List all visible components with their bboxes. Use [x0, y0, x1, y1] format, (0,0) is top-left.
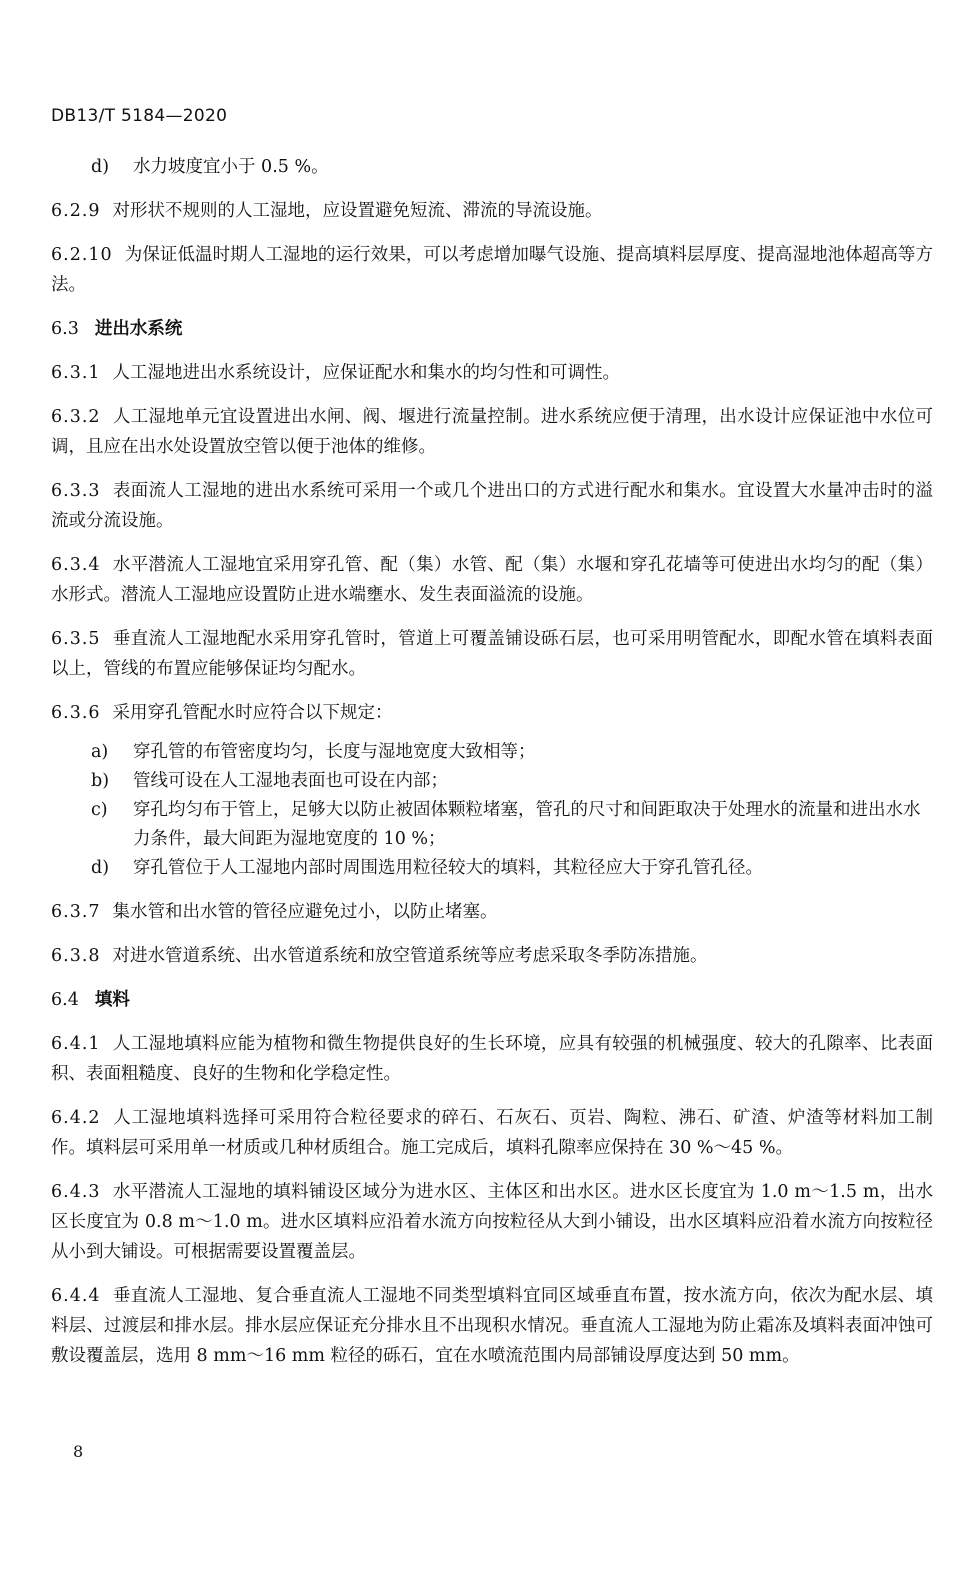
- clause-text: 垂直流人工湿地配水采用穿孔管时，管道上可覆盖铺设砾石层，也可采用明管配水，即配水管在填料表面以上，管线的布置应能够保证均匀配水。: [51, 629, 933, 679]
- clause-6-3-2: [51, 402, 933, 462]
- list-item-text: 穿孔管位于人工湿地内部时周围选用粒径较大的填料，其粒径应大于穿孔管孔径。: [133, 858, 763, 878]
- clause-number: 6.2.10: [51, 245, 113, 265]
- clause-number: 6.4.2: [51, 1108, 101, 1128]
- clause-text: 对进水管道系统、出水管道系统和放空管道系统等应考虑采取冬季防冻措施。: [112, 946, 708, 966]
- clause-text: 人工湿地填料应能为植物和微生物提供良好的生长环境，应具有较强的机械强度、较大的孔隙率、比表面积、表面粗糙度、良好的生物和化学稳定性。: [51, 1034, 933, 1084]
- section-6-3-heading: [51, 314, 933, 344]
- section-title: 进出水系统: [94, 319, 183, 339]
- clause-number: 6.3.6: [51, 703, 101, 723]
- clause-6-3-5: [51, 624, 933, 684]
- list-marker: b): [91, 771, 110, 791]
- clause-text: 水平潜流人工湿地宜采用穿孔管、配（集）水管、配（集）水堰和穿孔花墙等可使进出水均匀的配（集）水形式。潜流人工湿地应设置防止进水端壅水、发生表面溢流的设施。: [51, 555, 933, 605]
- clause-6-4-3: [51, 1177, 933, 1267]
- list-item: [51, 767, 933, 796]
- list-marker: d): [91, 157, 110, 177]
- list-item-text: 管线可设在人工湿地表面也可设在内部；: [133, 771, 448, 791]
- clause-text: 采用穿孔管配水时应符合以下规定：: [112, 703, 393, 723]
- clause-text: 对形状不规则的人工湿地，应设置避免短流、滞流的导流设施。: [112, 201, 603, 221]
- clause-number: 6.3.1: [51, 363, 101, 383]
- list-item-text: 水力坡度宜小于 0.5 %。: [133, 157, 329, 177]
- list-6-3-6: [51, 738, 933, 883]
- clause-number: 6.4.1: [51, 1034, 101, 1054]
- clause-6-2-10: [51, 240, 933, 300]
- clause-number: 6.3.2: [51, 407, 101, 427]
- clause-6-4-4: [51, 1281, 933, 1371]
- clause-text: 集水管和出水管的管径应避免过小，以防止堵塞。: [112, 902, 498, 922]
- clause-6-3-7: [51, 897, 933, 927]
- clause-text: 人工湿地单元宜设置进出水闸、阀、堰进行流量控制。进水系统应便于清理，出水设计应保证池中水位可调，且应在出水处设置放空管以便于池体的维修。: [51, 407, 933, 457]
- clause-6-3-3: [51, 476, 933, 536]
- clause-number: 6.4.4: [51, 1286, 101, 1306]
- section-number: 6.3: [51, 319, 79, 339]
- clause-6-2-9: [51, 196, 933, 226]
- list-item: [51, 153, 933, 182]
- clause-6-4-1: [51, 1029, 933, 1089]
- clause-6-3-8: [51, 941, 933, 971]
- clause-text: 人工湿地填料选择可采用符合粒径要求的碎石、石灰石、页岩、陶粒、沸石、矿渣、炉渣等材料加工制作。填料层可采用单一材质或几种材质组合。施工完成后，填料孔隙率应保持在 30 %～45 %。: [51, 1108, 933, 1158]
- section-number: 6.4: [51, 990, 79, 1010]
- list-marker: d): [91, 858, 110, 878]
- clause-6-4-2: [51, 1103, 933, 1163]
- list-item: [51, 738, 933, 767]
- clause-text: 人工湿地进出水系统设计，应保证配水和集水的均匀性和可调性。: [112, 363, 621, 383]
- clause-6-3-1: [51, 358, 933, 388]
- clause-6-3-6: [51, 698, 933, 728]
- clause-number: 6.3.7: [51, 902, 101, 922]
- clause-text: 垂直流人工湿地、复合垂直流人工湿地不同类型填料宜同区域垂直布置，按水流方向，依次为配水层、填料层、过渡层和排水层。排水层应保证充分排水且不出现积水情况。垂直流人工湿地为防止霜冻及填料表面冲蚀可敷设覆盖层，选用 8 mm～16 mm 粒径的砾石，宜在水喷流范围内局部铺设厚度达到 50 mm。: [51, 1286, 933, 1366]
- clause-6-3-4: [51, 550, 933, 610]
- list-marker: a): [91, 742, 109, 762]
- list-item: [51, 854, 933, 883]
- list-item-text: 穿孔管的布管密度均匀，长度与湿地宽度大致相等；: [133, 742, 536, 762]
- page-number: 8: [73, 1442, 84, 1461]
- document-body: [51, 153, 933, 1385]
- list-item: [51, 796, 933, 854]
- standard-code-header: DB13/T 5184—2020: [51, 106, 228, 126]
- clause-number: 6.2.9: [51, 201, 101, 221]
- list-item-text: 穿孔均匀布于管上，足够大以防止被固体颗粒堵塞，管孔的尺寸和间距取决于处理水的流量和进出水水力条件，最大间距为湿地宽度的 10 %；: [133, 800, 921, 849]
- list-6-2-8: [51, 153, 933, 182]
- section-title: 填料: [94, 990, 130, 1010]
- clause-text: 表面流人工湿地的进出水系统可采用一个或几个进出口的方式进行配水和集水。宜设置大水量冲击时的溢流或分流设施。: [51, 481, 933, 531]
- clause-number: 6.3.8: [51, 946, 101, 966]
- clause-number: 6.3.3: [51, 481, 101, 501]
- clause-number: 6.3.4: [51, 555, 101, 575]
- clause-text: 为保证低温时期人工湿地的运行效果，可以考虑增加曝气设施、提高填料层厚度、提高湿地池体超高等方法。: [51, 245, 933, 295]
- clause-text: 水平潜流人工湿地的填料铺设区域分为进水区、主体区和出水区。进水区长度宜为 1.0 m～1.5 m，出水区长度宜为 0.8 m～1.0 m。进水区填料应沿着水流方向按粒径从大到小铺设，出水区填料应沿着水流方向按粒径从小到大铺设。可根据需要设置覆盖层。: [51, 1182, 933, 1262]
- clause-number: 6.3.5: [51, 629, 101, 649]
- section-6-4-heading: [51, 985, 933, 1015]
- clause-number: 6.4.3: [51, 1182, 101, 1202]
- list-marker: c): [91, 800, 108, 820]
